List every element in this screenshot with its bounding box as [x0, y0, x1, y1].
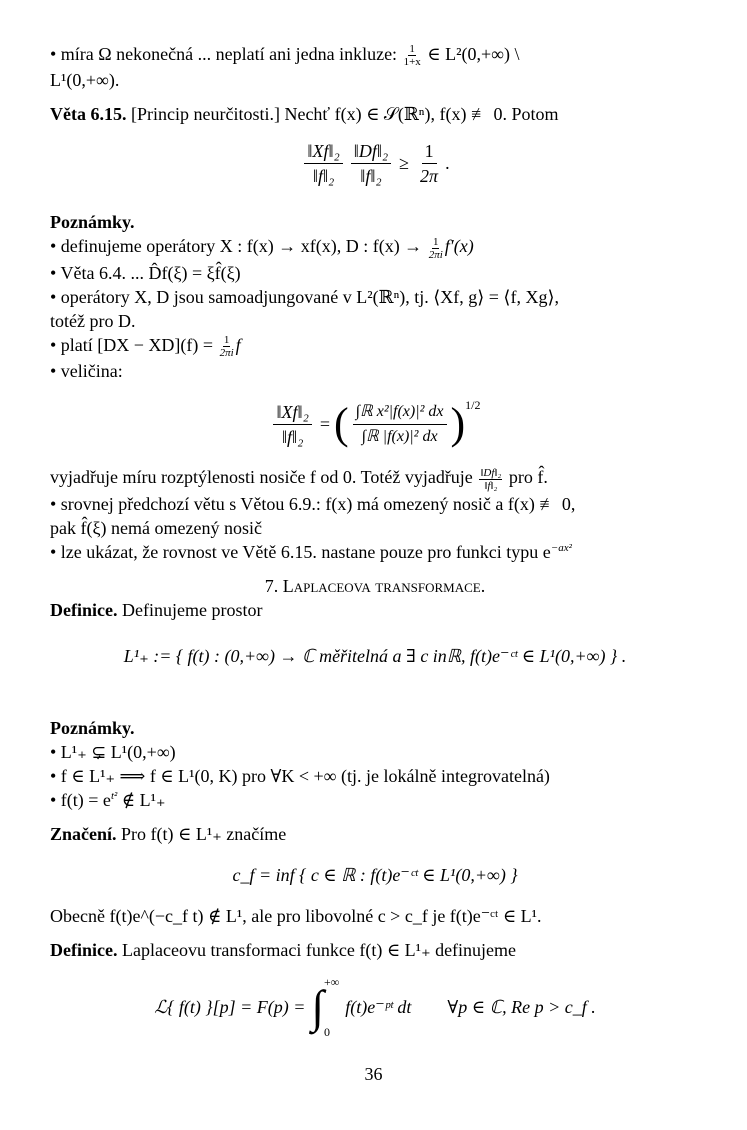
definition-space	[50, 598, 700, 622]
period: .	[445, 153, 450, 174]
note-selfadjoint: • operátory X, D jsou samoadjungované v L²(ℝⁿ), tj. ⟨Xf, g⟩ = ⟨f, Xg⟩,	[50, 286, 559, 307]
numerator: ‖Xf‖₂	[304, 139, 342, 164]
numerator: 1	[223, 334, 230, 347]
definition-text: Definujeme prostor	[121, 599, 263, 620]
text-line	[50, 465, 700, 491]
text-line: totéž pro D.	[50, 310, 136, 331]
integrand: f(t)e⁻ᵖᵗ dt	[345, 996, 412, 1017]
bullet-measure	[50, 42, 700, 68]
theorem-6-15	[50, 102, 700, 126]
note-equality	[50, 540, 700, 564]
text: • platí [DX − XD](f) =	[50, 334, 218, 355]
denominator: 2πi	[219, 347, 234, 360]
formula-lhs: ℒ{ f(t) }[p] = F(p) =	[154, 996, 306, 1017]
numerator: ‖Xf‖₂	[273, 400, 311, 425]
fraction	[429, 236, 443, 261]
definition-label: Definice.	[50, 939, 118, 960]
page-content	[50, 42, 700, 1052]
definition-text: Laplaceovu transformaci funkce f(t) ∈ L¹₊ definujeme	[121, 939, 517, 960]
numerator: 1	[422, 139, 437, 164]
text: ∉ L¹₊	[117, 789, 166, 810]
abscissa-formula	[50, 852, 700, 898]
formula: c_f = inf { c ∈ ℝ : f(t)e⁻ᶜᵗ ∈ L¹(0,+∞) }	[232, 864, 518, 885]
fraction	[220, 334, 234, 359]
space-definition-formula	[50, 628, 700, 684]
notes-heading: Poznámky.	[50, 212, 135, 233]
denominator: ‖f‖₂	[312, 165, 335, 186]
text: vyjadřuje míru rozptýlenosti nosiče f od 0. Totéž vyjadřuje	[50, 467, 478, 488]
text-line: L¹(0,+∞).	[50, 70, 120, 91]
page-number: 36	[364, 1064, 383, 1084]
note-fourier: • Věta 6.4. ... D̂f(ξ) = ξf̂(ξ)	[50, 262, 241, 283]
superscript: t²	[110, 789, 118, 802]
note-compare: • srovnej předchozí větu s Větou 6.9.: f(x) má omezený nosič a f(x) ≢ 0,	[50, 493, 576, 514]
notation	[50, 822, 700, 846]
denominator: ‖f‖₂	[281, 426, 304, 447]
right-paren: )	[450, 399, 466, 449]
text-line: pak f̂(ξ) nemá omezený nosič	[50, 517, 262, 538]
text: f	[235, 334, 241, 355]
text: • definujeme operátory X : f(x) → xf(x), D : f(x) →	[50, 236, 427, 257]
numerator: ‖Df‖₂	[351, 139, 391, 164]
integral-sign: ∫	[311, 980, 324, 1032]
spread-formula	[50, 389, 700, 459]
fraction	[304, 139, 342, 188]
integral-limits	[324, 976, 339, 1038]
numerator: 1	[409, 43, 415, 56]
upper-limit: +∞	[323, 974, 340, 989]
note-example	[50, 788, 700, 812]
theorem-text: [Princip neurčitosti.] Nechť f(x) ∈ 𝒮(ℝⁿ), f(x) ≢ 0. Potom	[130, 104, 559, 125]
section-title: 7. Laplaceova transformace.	[264, 575, 486, 596]
definition-laplace	[50, 938, 700, 962]
text: pro f̂.	[504, 467, 548, 488]
text: f′(x)	[444, 236, 474, 257]
fraction	[479, 467, 502, 492]
text: • lze ukázat, že rovnost ve Větě 6.15. nastane pouze pro funkci typu e	[50, 541, 551, 562]
note-quantity: • veličina:	[50, 361, 123, 382]
note-inclusion: • L¹₊ ⊊ L¹(0,+∞)	[50, 741, 176, 762]
denominator: ∫ℝ |f(x)|² dx	[361, 427, 438, 445]
left-paren: (	[334, 399, 349, 449]
exponent: 1/2	[465, 398, 481, 413]
formula: L¹₊ := { f(t) : (0,+∞) → ℂ měřitelná a ∃ c inℝ, f(t)e⁻ᶜᵗ ∈ L¹(0,+∞) } .	[123, 645, 627, 666]
uncertainty-inequality	[50, 132, 700, 194]
note-local-integrable: • f ∈ L¹₊ ⟹ f ∈ L¹(0, K) pro ∀K < +∞ (tj. je lokálně integrovatelná)	[50, 765, 550, 786]
numerator: 1	[432, 235, 439, 248]
lower-limit: 0	[323, 1024, 330, 1039]
notation-label: Značení.	[50, 823, 117, 844]
numerator: ‖Df‖₂	[480, 466, 502, 479]
relation: ≥	[399, 153, 410, 174]
definition-label: Definice.	[50, 599, 118, 620]
superscript: −ax²	[550, 541, 572, 554]
theorem-label: Věta 6.15.	[50, 104, 127, 125]
fraction	[417, 139, 441, 188]
denominator: ‖f‖₂	[484, 479, 498, 492]
condition: ∀p ∈ ℂ, Re p > c_f .	[447, 996, 596, 1017]
denominator: 1+x	[403, 56, 421, 69]
text: • míra Ω nekonečná ... neplatí ani jedna inkluze:	[50, 44, 402, 64]
note-commutator	[50, 333, 700, 359]
numerator: ∫ℝ x²|f(x)|² dx	[353, 400, 447, 425]
text: • f(t) = e	[50, 789, 111, 810]
fraction	[353, 400, 447, 449]
fraction	[273, 400, 311, 449]
equals: =	[319, 414, 330, 435]
denominator: 2πi	[428, 248, 443, 261]
fraction	[351, 139, 391, 188]
note-operators	[50, 234, 700, 260]
denominator: ‖f‖₂	[360, 165, 382, 186]
notation-text: Pro f(t) ∈ L¹₊ značíme	[121, 823, 287, 844]
laplace-formula	[50, 968, 700, 1046]
denominator: 2π	[420, 165, 439, 186]
integral	[311, 976, 339, 1038]
notes-heading: Poznámky.	[50, 717, 135, 738]
text-line: Obecně f(t)e^(−c_f t) ∉ L¹, ale pro libovolné c > c_f je f(t)e⁻ᶜᵗ ∈ L¹.	[50, 905, 542, 926]
text: ∈ L²(0,+∞) \	[427, 44, 520, 64]
fraction	[404, 43, 421, 68]
